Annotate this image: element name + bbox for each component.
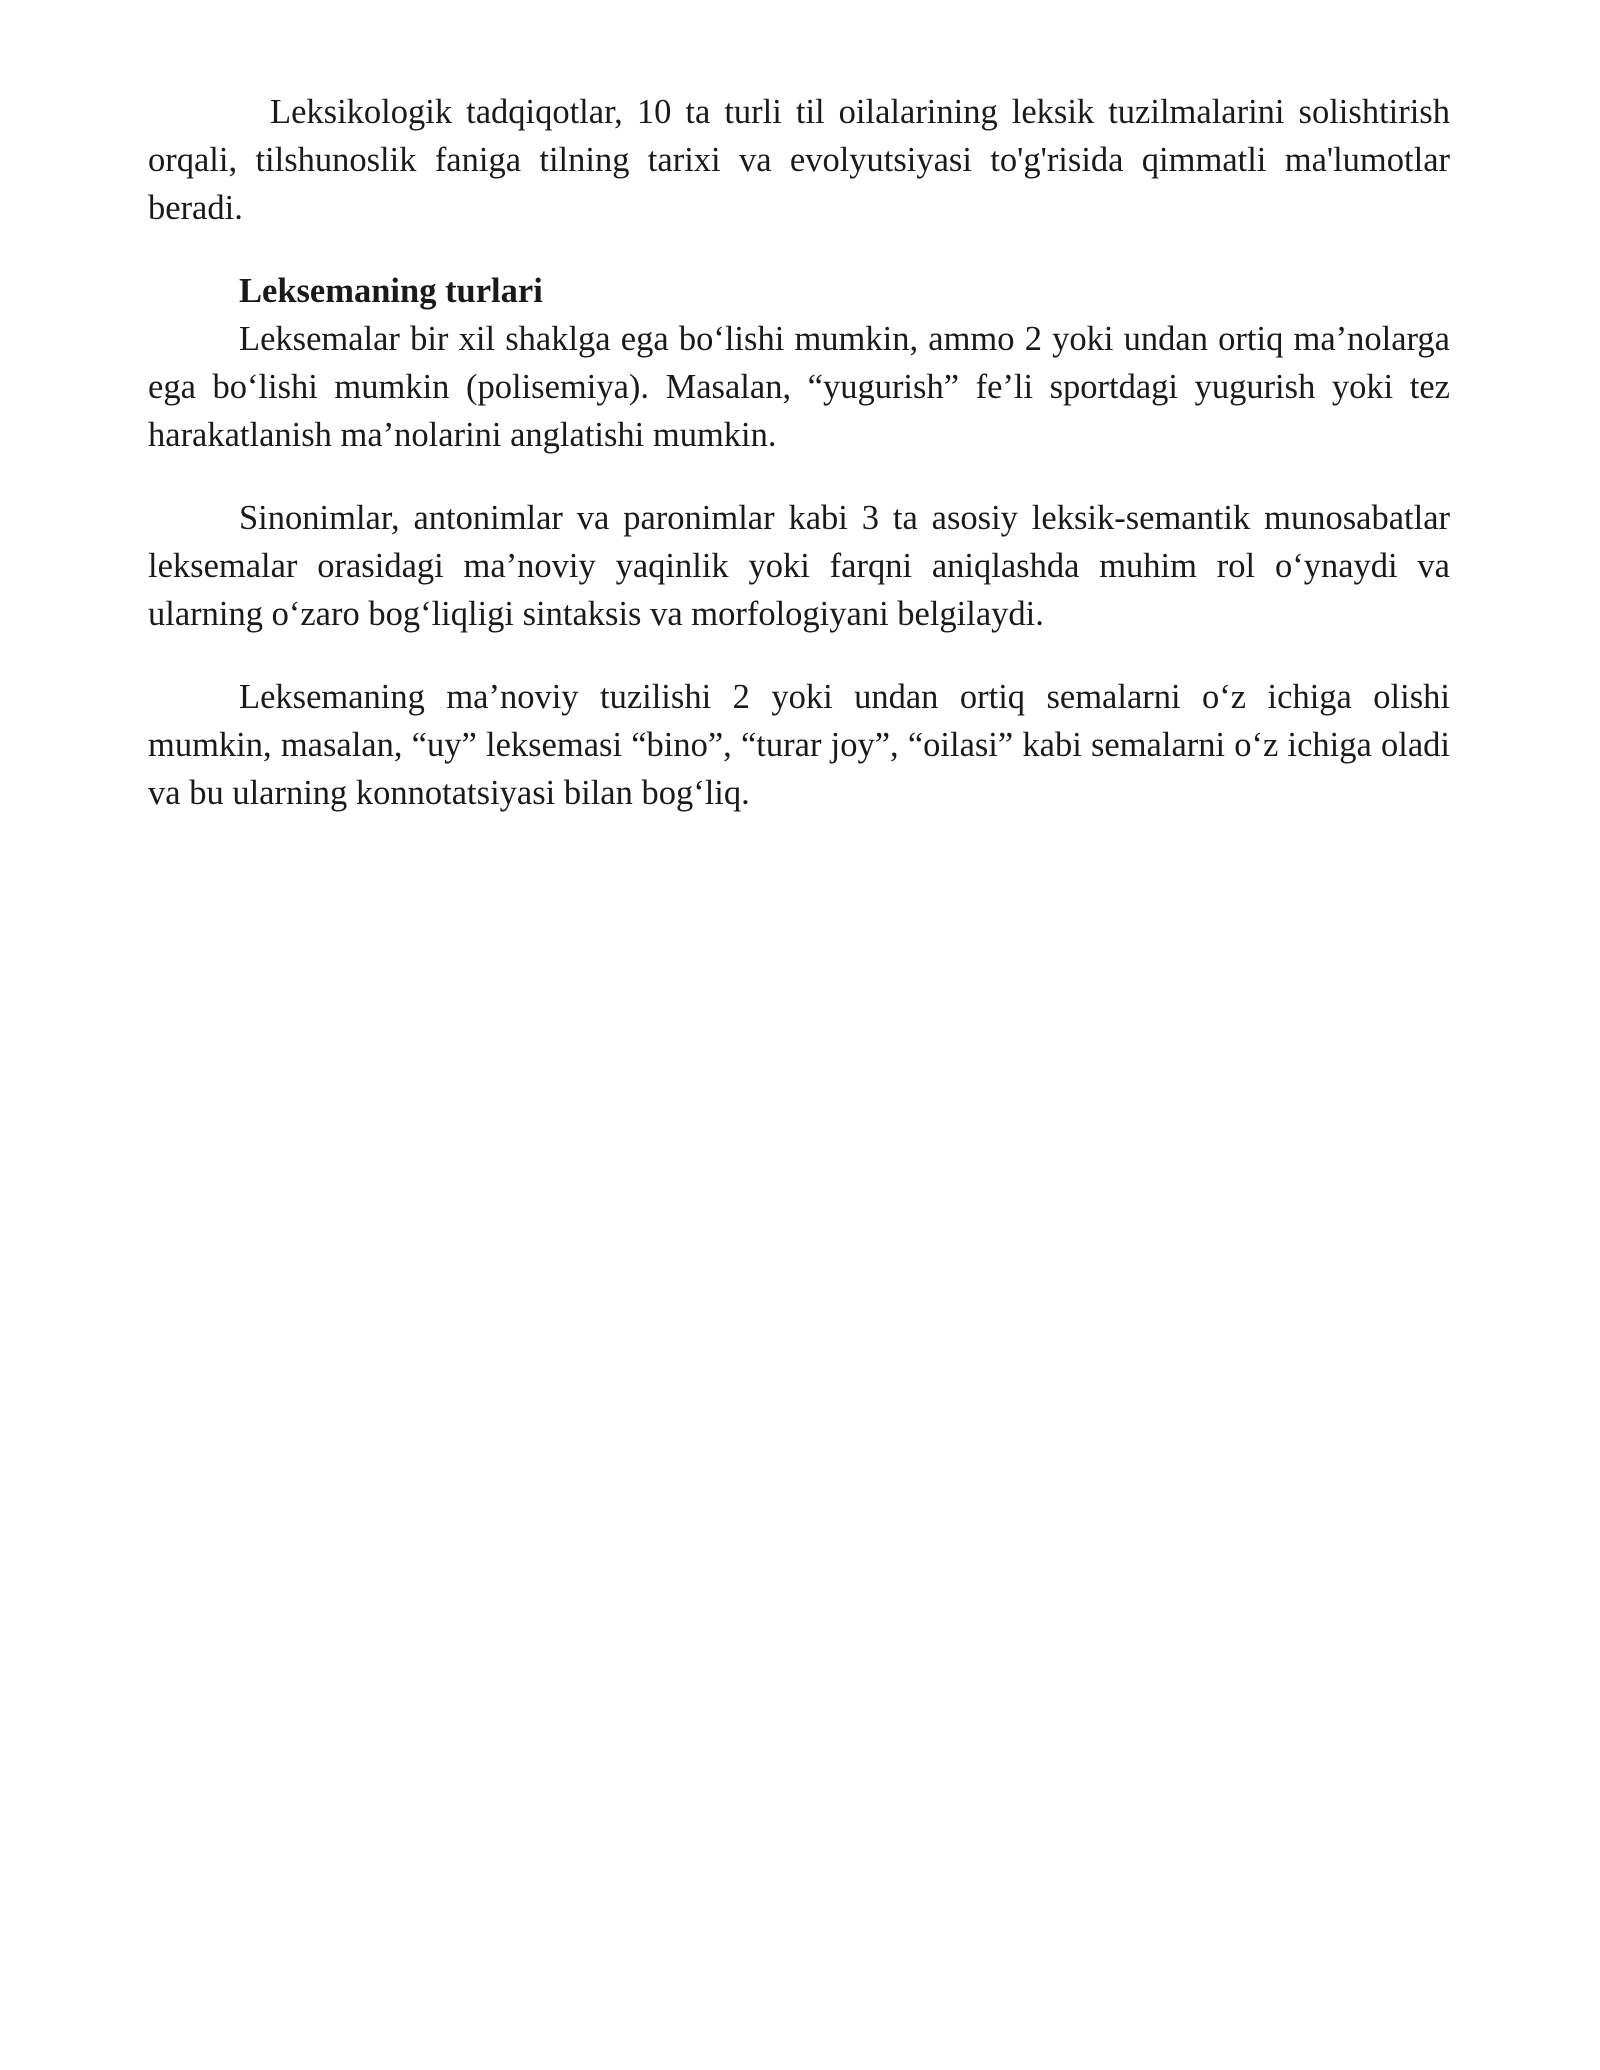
- paragraph-polysemy: Leksemalar bir xil shaklga ega bo‘lishi mumkin, ammo 2 yoki undan ortiq ma’nolarga ega bo‘lishi mumkin (polisemiya). Masalan, “yugurish” fe’li sportdagi yugurish yoki tez harakatlanish ma’nolarini anglatishi mumkin.: [148, 320, 1450, 454]
- paragraph-relations: Sinonimlar, antonimlar va paronimlar kabi 3 ta asosiy leksik-semantik munosabatlar leksemalar orasidagi ma’noviy yaqinlik yoki farqni aniqlashda muhim rol o‘ynaydi va ularning o‘zaro bog‘liqligi sintaksis va morfologiyani belgilaydi.: [148, 499, 1450, 633]
- section-heading: Leksemaning turlari: [239, 272, 543, 310]
- document-body: [148, 88, 1450, 817]
- paragraph-semantic-structure: Leksemaning ma’noviy tuzilishi 2 yoki undan ortiq semalarni o‘z ichiga olishi mumkin, masalan, “uy” leksemasi “bino”, “turar joy”, “oilasi” kabi semalarni o‘z ichiga oladi va bu ularning konnotatsiyasi bilan bog‘liq.: [148, 678, 1450, 812]
- paragraph-intro: Leksikologik tadqiqotlar, 10 ta turli til oilalarining leksik tuzilmalarini solishtirish orqali, tilshunoslik faniga tilning tarixi va evolyutsiyasi to'g'risida qimmatli ma'lumotlar beradi.: [148, 93, 1450, 227]
